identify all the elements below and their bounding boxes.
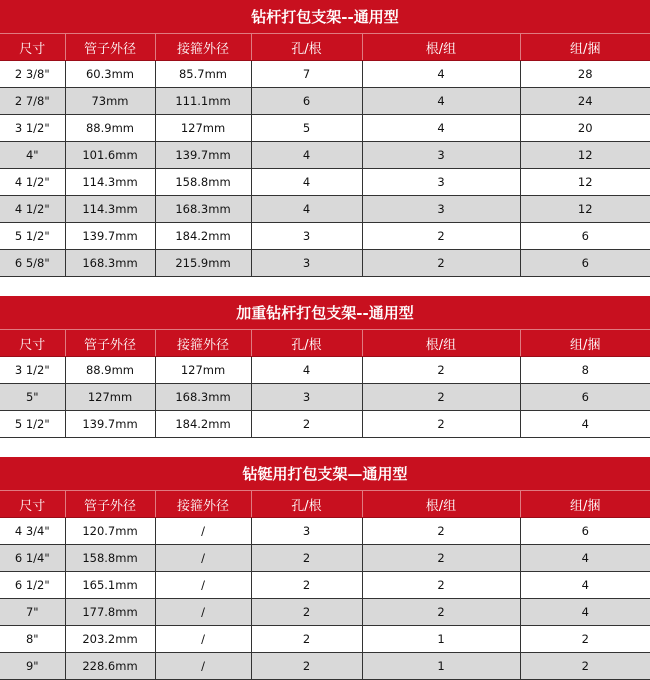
cell-coupling-od: 158.8mm [155,169,251,196]
cell-holes-per-pipe: 4 [251,196,362,223]
cell-coupling-od: / [155,572,251,599]
cell-pipe-od: 127mm [65,384,155,411]
cell-pipe-od: 168.3mm [65,250,155,277]
header-row [0,491,650,518]
cell-size: 2 3/8" [0,61,65,88]
cell-size: 4" [0,142,65,169]
cell-groups-per-bundle: 2 [520,653,650,680]
cell-pipe-od: 88.9mm [65,115,155,142]
cell-groups-per-bundle: 4 [520,599,650,626]
column-header-coupling-od: 接箍外径 [155,330,251,357]
cell-size: 5 1/2" [0,411,65,438]
table-row [0,384,650,411]
table-row [0,142,650,169]
cell-size: 7" [0,599,65,626]
cell-coupling-od: 85.7mm [155,61,251,88]
cell-pipes-per-group: 3 [362,196,520,223]
drill-collar-bracket-section [0,457,650,680]
table-row [0,357,650,384]
section-title: 钻杆打包支架--通用型 [0,0,650,34]
column-header-pipes-per-group: 根/组 [362,34,520,61]
column-header-pipe-od: 管子外径 [65,330,155,357]
column-header-groups-per-bundle: 组/捆 [520,330,650,357]
cell-holes-per-pipe: 2 [251,653,362,680]
column-header-holes-per-pipe: 孔/根 [251,34,362,61]
table-row [0,626,650,653]
cell-pipes-per-group: 2 [362,545,520,572]
drill-pipe-table [0,34,650,277]
cell-pipe-od: 114.3mm [65,196,155,223]
cell-coupling-od: 184.2mm [155,223,251,250]
column-header-groups-per-bundle: 组/捆 [520,491,650,518]
cell-coupling-od: 139.7mm [155,142,251,169]
cell-pipes-per-group: 2 [362,357,520,384]
cell-groups-per-bundle: 2 [520,626,650,653]
cell-coupling-od: 127mm [155,115,251,142]
cell-groups-per-bundle: 8 [520,357,650,384]
cell-holes-per-pipe: 4 [251,169,362,196]
cell-size: 6 1/2" [0,572,65,599]
cell-size: 6 5/8" [0,250,65,277]
table-row [0,115,650,142]
cell-holes-per-pipe: 6 [251,88,362,115]
cell-holes-per-pipe: 5 [251,115,362,142]
table-row [0,599,650,626]
cell-coupling-od: 111.1mm [155,88,251,115]
cell-pipes-per-group: 2 [362,384,520,411]
drill-collar-table [0,491,650,680]
cell-size: 8" [0,626,65,653]
column-header-holes-per-pipe: 孔/根 [251,330,362,357]
table-row [0,169,650,196]
cell-pipe-od: 139.7mm [65,411,155,438]
table-row [0,250,650,277]
cell-holes-per-pipe: 2 [251,599,362,626]
cell-pipes-per-group: 4 [362,61,520,88]
table-row [0,545,650,572]
cell-groups-per-bundle: 24 [520,88,650,115]
column-header-holes-per-pipe: 孔/根 [251,491,362,518]
cell-coupling-od: / [155,626,251,653]
cell-groups-per-bundle: 20 [520,115,650,142]
cell-pipes-per-group: 4 [362,115,520,142]
cell-pipe-od: 158.8mm [65,545,155,572]
table-row [0,653,650,680]
cell-holes-per-pipe: 2 [251,572,362,599]
cell-size: 2 7/8" [0,88,65,115]
header-row [0,34,650,61]
cell-size: 4 3/4" [0,518,65,545]
cell-holes-per-pipe: 3 [251,223,362,250]
section-title: 加重钻杆打包支架--通用型 [0,296,650,330]
table-row [0,518,650,545]
cell-holes-per-pipe: 3 [251,250,362,277]
cell-size: 5 1/2" [0,223,65,250]
cell-groups-per-bundle: 4 [520,572,650,599]
cell-holes-per-pipe: 7 [251,61,362,88]
cell-groups-per-bundle: 4 [520,545,650,572]
cell-pipe-od: 139.7mm [65,223,155,250]
cell-coupling-od: 168.3mm [155,384,251,411]
cell-pipes-per-group: 1 [362,653,520,680]
column-header-groups-per-bundle: 组/捆 [520,34,650,61]
cell-holes-per-pipe: 2 [251,411,362,438]
cell-coupling-od: 168.3mm [155,196,251,223]
cell-coupling-od: 127mm [155,357,251,384]
table-row [0,223,650,250]
table-row [0,61,650,88]
cell-pipes-per-group: 1 [362,626,520,653]
cell-size: 4 1/2" [0,169,65,196]
cell-pipe-od: 60.3mm [65,61,155,88]
cell-pipes-per-group: 2 [362,411,520,438]
cell-groups-per-bundle: 6 [520,250,650,277]
table-row [0,411,650,438]
column-header-coupling-od: 接箍外径 [155,34,251,61]
cell-size: 6 1/4" [0,545,65,572]
cell-groups-per-bundle: 6 [520,223,650,250]
section-title: 钻铤用打包支架—通用型 [0,457,650,491]
table-row [0,572,650,599]
cell-pipe-od: 165.1mm [65,572,155,599]
cell-size: 5" [0,384,65,411]
cell-coupling-od: / [155,599,251,626]
table-row [0,88,650,115]
cell-coupling-od: / [155,545,251,572]
cell-pipe-od: 88.9mm [65,357,155,384]
cell-pipes-per-group: 3 [362,142,520,169]
cell-groups-per-bundle: 6 [520,518,650,545]
cell-pipe-od: 101.6mm [65,142,155,169]
column-header-size: 尺寸 [0,330,65,357]
cell-holes-per-pipe: 3 [251,384,362,411]
cell-pipes-per-group: 3 [362,169,520,196]
heavy-weight-drill-pipe-table [0,330,650,438]
cell-groups-per-bundle: 28 [520,61,650,88]
cell-coupling-od: 184.2mm [155,411,251,438]
cell-size: 3 1/2" [0,115,65,142]
column-header-coupling-od: 接箍外径 [155,491,251,518]
cell-pipes-per-group: 2 [362,518,520,545]
cell-pipes-per-group: 2 [362,223,520,250]
cell-size: 4 1/2" [0,196,65,223]
cell-pipe-od: 120.7mm [65,518,155,545]
cell-pipe-od: 228.6mm [65,653,155,680]
heavy-weight-drill-pipe-bracket-section [0,296,650,438]
cell-holes-per-pipe: 3 [251,518,362,545]
cell-holes-per-pipe: 4 [251,142,362,169]
cell-groups-per-bundle: 6 [520,384,650,411]
column-header-pipes-per-group: 根/组 [362,491,520,518]
cell-pipe-od: 114.3mm [65,169,155,196]
cell-pipe-od: 203.2mm [65,626,155,653]
cell-coupling-od: / [155,518,251,545]
cell-holes-per-pipe: 2 [251,626,362,653]
cell-pipe-od: 73mm [65,88,155,115]
table-row [0,196,650,223]
cell-groups-per-bundle: 12 [520,196,650,223]
cell-groups-per-bundle: 12 [520,169,650,196]
cell-groups-per-bundle: 4 [520,411,650,438]
column-header-size: 尺寸 [0,34,65,61]
column-header-pipe-od: 管子外径 [65,34,155,61]
cell-holes-per-pipe: 2 [251,545,362,572]
cell-pipes-per-group: 2 [362,599,520,626]
cell-pipe-od: 177.8mm [65,599,155,626]
cell-pipes-per-group: 2 [362,572,520,599]
cell-groups-per-bundle: 12 [520,142,650,169]
cell-pipes-per-group: 2 [362,250,520,277]
cell-coupling-od: 215.9mm [155,250,251,277]
cell-size: 3 1/2" [0,357,65,384]
column-header-pipe-od: 管子外径 [65,491,155,518]
column-header-pipes-per-group: 根/组 [362,330,520,357]
cell-pipes-per-group: 4 [362,88,520,115]
cell-holes-per-pipe: 4 [251,357,362,384]
header-row [0,330,650,357]
drill-pipe-bracket-section [0,0,650,277]
cell-coupling-od: / [155,653,251,680]
column-header-size: 尺寸 [0,491,65,518]
cell-size: 9" [0,653,65,680]
